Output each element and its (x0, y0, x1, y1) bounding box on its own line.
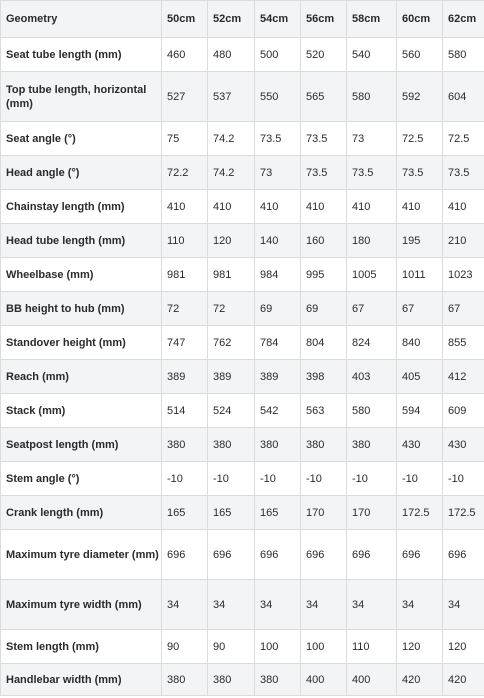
table-row (1, 462, 484, 496)
cell-value: 430 (443, 428, 484, 462)
cell-value: 550 (255, 72, 301, 122)
cell-value: 696 (208, 530, 255, 580)
cell-value: 120 (443, 630, 484, 664)
cell-value: 380 (162, 428, 208, 462)
cell-value: 165 (208, 496, 255, 530)
cell-value: 430 (397, 428, 443, 462)
cell-value: 73.5 (301, 156, 347, 190)
cell-value: 74.2 (208, 156, 255, 190)
cell-value: 537 (208, 72, 255, 122)
table-row (1, 580, 484, 630)
cell-value: 34 (301, 580, 347, 630)
cell-value: 73.5 (347, 156, 397, 190)
cell-value: 580 (347, 72, 397, 122)
cell-value: 984 (255, 258, 301, 292)
cell-value: 90 (162, 630, 208, 664)
cell-value: -10 (255, 462, 301, 496)
cell-value: 398 (301, 360, 347, 394)
table-row (1, 224, 484, 258)
cell-value: 172.5 (443, 496, 484, 530)
row-label: Stack (mm) (1, 394, 162, 428)
table-row (1, 122, 484, 156)
cell-value: 380 (208, 664, 255, 696)
cell-value: 67 (347, 292, 397, 326)
row-label: Stem length (mm) (1, 630, 162, 664)
cell-value: 72 (208, 292, 255, 326)
cell-value: 1023 (443, 258, 484, 292)
cell-value: 420 (443, 664, 484, 696)
header-size: 60cm (397, 1, 443, 38)
cell-value: 67 (443, 292, 484, 326)
table-row (1, 38, 484, 72)
cell-value: 696 (255, 530, 301, 580)
table-row (1, 664, 484, 696)
cell-value: 696 (301, 530, 347, 580)
row-label: Seat tube length (mm) (1, 38, 162, 72)
cell-value: 580 (443, 38, 484, 72)
row-label: Head tube length (mm) (1, 224, 162, 258)
cell-value: 824 (347, 326, 397, 360)
cell-value: 72 (162, 292, 208, 326)
cell-value: 747 (162, 326, 208, 360)
cell-value: 410 (347, 190, 397, 224)
cell-value: 34 (255, 580, 301, 630)
row-label: Seatpost length (mm) (1, 428, 162, 462)
cell-value: 380 (301, 428, 347, 462)
cell-value: 460 (162, 38, 208, 72)
cell-value: 410 (208, 190, 255, 224)
cell-value: 380 (255, 664, 301, 696)
cell-value: -10 (347, 462, 397, 496)
cell-value: 389 (208, 360, 255, 394)
table-row (1, 190, 484, 224)
cell-value: 74.2 (208, 122, 255, 156)
table-row (1, 630, 484, 664)
cell-value: 410 (397, 190, 443, 224)
cell-value: 210 (443, 224, 484, 258)
cell-value: 604 (443, 72, 484, 122)
cell-value: 380 (208, 428, 255, 462)
cell-value: 100 (301, 630, 347, 664)
cell-value: 34 (443, 580, 484, 630)
geometry-table-body (1, 1, 484, 696)
cell-value: 696 (162, 530, 208, 580)
cell-value: 160 (301, 224, 347, 258)
cell-value: 840 (397, 326, 443, 360)
header-size: 58cm (347, 1, 397, 38)
cell-value: -10 (397, 462, 443, 496)
cell-value: 542 (255, 394, 301, 428)
row-label: Standover height (mm) (1, 326, 162, 360)
cell-value: 389 (255, 360, 301, 394)
cell-value: 73 (255, 156, 301, 190)
cell-value: 696 (347, 530, 397, 580)
cell-value: 1011 (397, 258, 443, 292)
row-label: BB height to hub (mm) (1, 292, 162, 326)
cell-value: 855 (443, 326, 484, 360)
cell-value: 389 (162, 360, 208, 394)
cell-value: 110 (162, 224, 208, 258)
cell-value: 520 (301, 38, 347, 72)
cell-value: 34 (397, 580, 443, 630)
cell-value: 73.5 (397, 156, 443, 190)
cell-value: 1005 (347, 258, 397, 292)
row-label: Seat angle (°) (1, 122, 162, 156)
cell-value: 594 (397, 394, 443, 428)
row-label: Head angle (°) (1, 156, 162, 190)
cell-value: 195 (397, 224, 443, 258)
cell-value: 72.5 (397, 122, 443, 156)
header-geometry: Geometry (1, 1, 162, 38)
cell-value: 527 (162, 72, 208, 122)
cell-value: 580 (347, 394, 397, 428)
cell-value: 72.2 (162, 156, 208, 190)
row-label: Maximum tyre diameter (mm) (1, 530, 162, 580)
table-row (1, 530, 484, 580)
cell-value: 696 (397, 530, 443, 580)
cell-value: 696 (443, 530, 484, 580)
cell-value: 73.5 (301, 122, 347, 156)
header-size: 62cm (443, 1, 484, 38)
cell-value: 170 (301, 496, 347, 530)
cell-value: 762 (208, 326, 255, 360)
cell-value: -10 (301, 462, 347, 496)
cell-value: 524 (208, 394, 255, 428)
cell-value: 410 (301, 190, 347, 224)
cell-value: 500 (255, 38, 301, 72)
cell-value: 563 (301, 394, 347, 428)
header-size: 52cm (208, 1, 255, 38)
cell-value: -10 (162, 462, 208, 496)
cell-value: 34 (347, 580, 397, 630)
cell-value: 565 (301, 72, 347, 122)
cell-value: 110 (347, 630, 397, 664)
table-row (1, 292, 484, 326)
cell-value: 410 (162, 190, 208, 224)
cell-value: 981 (162, 258, 208, 292)
row-label: Maximum tyre width (mm) (1, 580, 162, 630)
table-row (1, 156, 484, 190)
cell-value: 75 (162, 122, 208, 156)
cell-value: 34 (208, 580, 255, 630)
cell-value: 380 (255, 428, 301, 462)
table-row (1, 496, 484, 530)
table-row (1, 394, 484, 428)
cell-value: 140 (255, 224, 301, 258)
row-label: Reach (mm) (1, 360, 162, 394)
cell-value: 120 (397, 630, 443, 664)
cell-value: 380 (347, 428, 397, 462)
row-label: Wheelbase (mm) (1, 258, 162, 292)
header-size: 50cm (162, 1, 208, 38)
table-row (1, 258, 484, 292)
cell-value: 981 (208, 258, 255, 292)
cell-value: 69 (255, 292, 301, 326)
table-row (1, 326, 484, 360)
cell-value: 592 (397, 72, 443, 122)
cell-value: 100 (255, 630, 301, 664)
cell-value: 380 (162, 664, 208, 696)
header-size: 56cm (301, 1, 347, 38)
cell-value: 73.5 (255, 122, 301, 156)
cell-value: 34 (162, 580, 208, 630)
cell-value: 400 (301, 664, 347, 696)
cell-value: 400 (347, 664, 397, 696)
cell-value: 412 (443, 360, 484, 394)
cell-value: 172.5 (397, 496, 443, 530)
cell-value: 165 (255, 496, 301, 530)
cell-value: 73.5 (443, 156, 484, 190)
row-label: Stem angle (°) (1, 462, 162, 496)
cell-value: 67 (397, 292, 443, 326)
cell-value: -10 (443, 462, 484, 496)
row-label: Chainstay length (mm) (1, 190, 162, 224)
cell-value: 72.5 (443, 122, 484, 156)
header-row (1, 1, 484, 38)
cell-value: 540 (347, 38, 397, 72)
cell-value: 73 (347, 122, 397, 156)
table-row (1, 360, 484, 394)
row-label: Crank length (mm) (1, 496, 162, 530)
cell-value: -10 (208, 462, 255, 496)
cell-value: 120 (208, 224, 255, 258)
cell-value: 420 (397, 664, 443, 696)
cell-value: 180 (347, 224, 397, 258)
cell-value: 514 (162, 394, 208, 428)
cell-value: 170 (347, 496, 397, 530)
cell-value: 410 (443, 190, 484, 224)
cell-value: 480 (208, 38, 255, 72)
cell-value: 165 (162, 496, 208, 530)
cell-value: 560 (397, 38, 443, 72)
row-label: Handlebar width (mm) (1, 664, 162, 696)
cell-value: 609 (443, 394, 484, 428)
cell-value: 995 (301, 258, 347, 292)
cell-value: 90 (208, 630, 255, 664)
row-label: Top tube length, horizontal (mm) (1, 72, 162, 122)
cell-value: 403 (347, 360, 397, 394)
cell-value: 405 (397, 360, 443, 394)
header-size: 54cm (255, 1, 301, 38)
cell-value: 69 (301, 292, 347, 326)
cell-value: 784 (255, 326, 301, 360)
table-row (1, 72, 484, 122)
cell-value: 410 (255, 190, 301, 224)
table-row (1, 428, 484, 462)
cell-value: 804 (301, 326, 347, 360)
